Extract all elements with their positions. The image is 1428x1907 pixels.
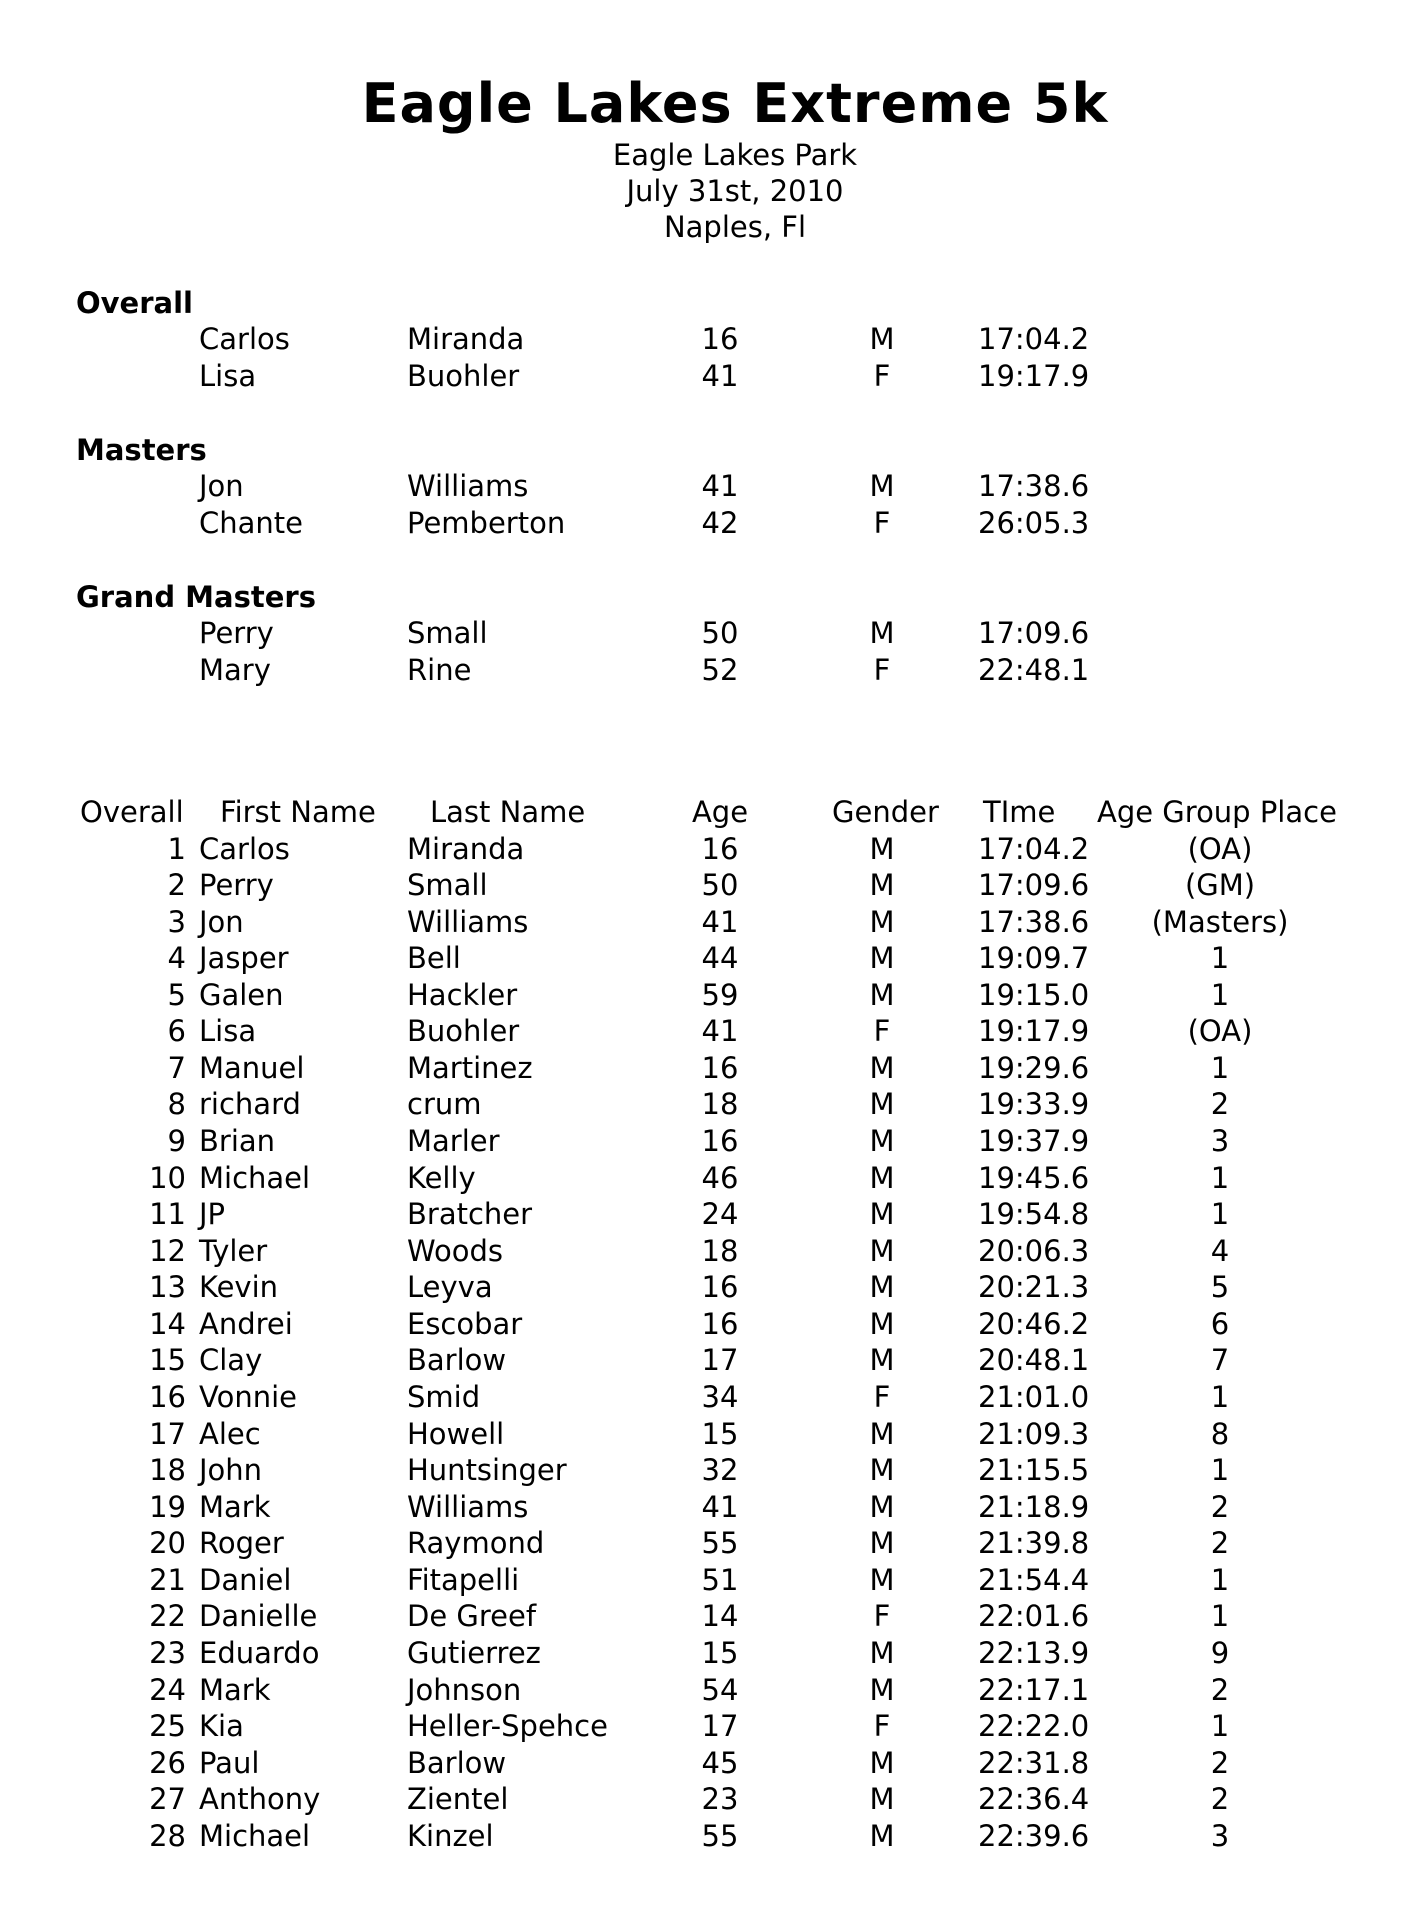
result-place: 17 [149,1416,186,1451]
result-age: 50 [701,868,739,903]
result-last-name: Small [407,868,488,903]
result-place: 19 [149,1489,186,1524]
result-gender: M [869,1233,895,1268]
result-last-name: Fitapelli [407,1562,520,1597]
award-first-name: Perry [199,616,274,650]
result-age-group-place: 2 [1210,1526,1230,1561]
result-gender: M [869,1197,895,1232]
result-place: 7 [167,1050,186,1085]
result-gender: M [869,1818,895,1853]
award-heading: Grand Masters [76,580,316,614]
result-place: 18 [149,1453,186,1488]
result-first-name: Mark [199,1489,271,1524]
result-first-name: Tyler [199,1233,268,1268]
result-gender: M [869,1453,895,1488]
result-age-group-place: 9 [1210,1636,1230,1671]
result-place: 15 [149,1343,186,1378]
award-last-name: Williams [407,469,529,503]
result-time: 21:09.3 [978,1416,1090,1451]
result-last-name: Williams [407,1489,529,1524]
result-age-group-place: 8 [1210,1416,1230,1451]
result-time: 22:31.8 [978,1745,1090,1780]
result-gender: M [869,1160,895,1195]
result-first-name: Andrei [199,1306,293,1341]
result-time: 22:39.6 [978,1818,1090,1853]
result-first-name: John [199,1453,263,1488]
result-time: 19:37.9 [978,1124,1090,1159]
result-age-group-place: 1 [1210,1380,1230,1415]
award-age: 50 [701,616,739,650]
result-last-name: Leyva [407,1270,493,1305]
result-gender: F [873,1014,891,1049]
result-place: 3 [167,904,186,939]
result-time: 19:15.0 [978,977,1090,1012]
column-header: TIme [983,795,1056,829]
result-time: 20:48.1 [978,1343,1090,1378]
column-header: Overall [80,795,184,829]
result-age: 51 [701,1562,739,1597]
result-place: 4 [167,941,186,976]
result-gender: M [869,977,895,1012]
result-first-name: Michael [199,1160,311,1195]
result-age-group-place: 7 [1210,1343,1230,1378]
result-gender: M [869,1343,895,1378]
award-last-name: Small [407,616,488,650]
result-gender: M [869,1306,895,1341]
result-time: 19:17.9 [978,1014,1090,1049]
result-gender: M [869,831,895,866]
award-gender: F [873,358,891,393]
award-age: 42 [701,505,739,540]
result-age: 55 [701,1526,739,1561]
award-gender: M [869,616,895,650]
result-place: 9 [167,1124,186,1159]
result-age: 18 [701,1233,739,1268]
result-age-group-place: 1 [1210,1050,1230,1085]
result-age: 32 [701,1453,739,1488]
result-age-group-place: (OA) [1187,1014,1253,1049]
result-place: 20 [149,1526,186,1561]
result-gender: M [869,904,895,939]
race-city: Naples, Fl [663,210,807,244]
result-gender: M [869,868,895,903]
result-last-name: Smid [407,1380,481,1415]
award-first-name: Jon [199,469,244,503]
result-age: 17 [701,1343,739,1378]
result-first-name: Brian [199,1124,276,1159]
result-gender: M [869,1416,895,1451]
result-first-name: Jon [199,904,244,939]
result-first-name: richard [199,1087,301,1122]
result-age-group-place: 1 [1210,1160,1230,1195]
award-age: 52 [701,652,739,687]
result-last-name: Kinzel [407,1818,494,1853]
column-header: Age Group Place [1097,795,1337,829]
result-last-name: Kelly [407,1160,476,1195]
result-gender: F [873,1599,891,1634]
race-location: Eagle Lakes Park [612,138,858,172]
result-last-name: Heller-Spehce [407,1709,608,1744]
result-age-group-place: 2 [1210,1745,1230,1780]
award-last-name: Rine [407,652,472,687]
award-time: 22:48.1 [978,652,1090,687]
result-age-group-place: 2 [1210,1672,1230,1707]
award-first-name: Chante [199,505,303,540]
result-time: 17:38.6 [978,904,1090,939]
award-time: 26:05.3 [978,505,1090,540]
award-age: 41 [701,469,739,503]
result-place: 13 [149,1270,186,1305]
result-last-name: Hackler [407,977,518,1012]
result-first-name: Jasper [199,941,289,976]
result-time: 19:29.6 [978,1050,1090,1085]
result-time: 17:04.2 [978,831,1090,866]
result-first-name: Danielle [199,1599,318,1634]
result-age: 17 [701,1709,739,1744]
column-header: Gender [832,795,939,829]
result-age: 14 [701,1599,739,1634]
result-age: 55 [701,1818,739,1853]
result-age: 24 [701,1197,739,1232]
result-gender: M [869,1636,895,1671]
result-time: 22:17.1 [978,1672,1090,1707]
result-age: 16 [701,1270,739,1305]
result-place: 14 [149,1306,186,1341]
result-time: 22:13.9 [978,1636,1090,1671]
result-age-group-place: 4 [1210,1233,1230,1268]
result-age: 46 [701,1160,739,1195]
award-gender: M [869,469,895,503]
result-last-name: Barlow [407,1745,507,1780]
result-age-group-place: 1 [1210,977,1230,1012]
result-last-name: Zientel [407,1782,509,1817]
result-age: 18 [701,1087,739,1122]
result-age-group-place: 5 [1210,1270,1230,1305]
award-time: 19:17.9 [978,358,1090,393]
result-age-group-place: 3 [1210,1124,1230,1159]
result-time: 21:18.9 [978,1489,1090,1524]
result-gender: M [869,1672,895,1707]
result-gender: M [869,1782,895,1817]
result-age-group-place: (OA) [1187,831,1253,866]
result-first-name: Galen [199,977,284,1012]
award-age: 16 [701,322,739,356]
result-age: 34 [701,1380,739,1415]
result-age: 15 [701,1416,739,1451]
award-first-name: Carlos [199,322,290,356]
award-last-name: Pemberton [407,505,566,540]
result-time: 19:33.9 [978,1087,1090,1122]
result-age-group-place: 1 [1210,1562,1230,1597]
column-header: Last Name [430,795,586,829]
result-place: 28 [149,1818,186,1853]
result-first-name: Roger [199,1526,284,1561]
result-time: 21:15.5 [978,1453,1090,1488]
result-place: 6 [167,1014,186,1049]
column-header: Age [691,795,749,829]
result-first-name: Kevin [199,1270,279,1305]
result-age: 41 [701,1014,739,1049]
result-age: 45 [701,1745,739,1780]
result-first-name: Vonnie [199,1380,297,1415]
award-age: 41 [701,358,739,393]
result-place: 10 [149,1160,186,1195]
result-first-name: Manuel [199,1050,305,1085]
result-last-name: Martinez [407,1050,533,1085]
result-place: 23 [149,1636,186,1671]
result-age-group-place: 2 [1210,1489,1230,1524]
result-age: 23 [701,1782,739,1817]
result-gender: M [869,1745,895,1780]
result-last-name: crum [407,1087,482,1122]
result-time: 20:06.3 [978,1233,1090,1268]
award-last-name: Miranda [407,322,525,356]
result-time: 21:39.8 [978,1526,1090,1561]
result-first-name: Kia [199,1709,244,1744]
result-time: 22:22.0 [978,1709,1090,1744]
result-age-group-place: 3 [1210,1818,1230,1853]
result-first-name: Anthony [199,1782,321,1817]
result-gender: M [869,1489,895,1524]
award-time: 17:38.6 [978,469,1090,503]
result-gender: M [869,1087,895,1122]
result-first-name: Carlos [199,831,290,866]
result-time: 19:45.6 [978,1160,1090,1195]
result-gender: M [869,1562,895,1597]
result-time: 19:54.8 [978,1197,1090,1232]
result-first-name: Mark [199,1672,271,1707]
result-first-name: Alec [199,1416,261,1451]
result-gender: F [873,1380,891,1415]
result-age-group-place: 2 [1210,1782,1230,1817]
result-last-name: Buohler [407,1014,520,1049]
award-gender: M [869,322,895,356]
result-age-group-place: 6 [1210,1306,1230,1341]
result-age: 54 [701,1672,739,1707]
result-time: 22:01.6 [978,1599,1090,1634]
result-age-group-place: 1 [1210,1709,1230,1744]
result-last-name: Raymond [407,1526,545,1561]
result-place: 27 [149,1782,186,1817]
result-time: 21:54.4 [978,1562,1090,1597]
result-place: 8 [167,1087,186,1122]
result-last-name: Woods [407,1233,503,1268]
result-place: 22 [149,1599,186,1634]
award-heading: Overall [76,286,193,320]
race-title: Eagle Lakes Extreme 5k [361,72,1109,135]
result-gender: M [869,941,895,976]
result-place: 26 [149,1745,186,1780]
result-time: 20:46.2 [978,1306,1090,1341]
result-gender: M [869,1124,895,1159]
result-place: 2 [167,868,186,903]
result-last-name: Bell [407,941,461,976]
result-last-name: Barlow [407,1343,507,1378]
result-age-group-place: 1 [1210,1599,1230,1634]
result-first-name: Eduardo [199,1636,320,1671]
award-time: 17:09.6 [978,616,1090,650]
result-age: 16 [701,831,739,866]
result-last-name: Gutierrez [407,1636,541,1671]
award-time: 17:04.2 [978,322,1090,356]
result-last-name: Miranda [407,831,525,866]
result-first-name: JP [199,1197,226,1232]
result-place: 12 [149,1233,186,1268]
result-age-group-place: (GM) [1184,868,1256,903]
result-age-group-place: 2 [1210,1087,1230,1122]
result-time: 21:01.0 [978,1380,1090,1415]
award-first-name: Lisa [199,358,257,393]
award-gender: F [873,505,891,540]
result-time: 19:09.7 [978,941,1090,976]
result-last-name: Williams [407,904,529,939]
result-place: 11 [149,1197,186,1232]
result-first-name: Perry [199,868,274,903]
column-header: First Name [220,795,376,829]
result-last-name: Marler [407,1124,500,1159]
result-age-group-place: (Masters) [1151,904,1289,939]
result-place: 1 [167,831,186,866]
award-last-name: Buohler [407,358,520,393]
result-first-name: Daniel [199,1562,292,1597]
result-age: 41 [701,1489,739,1524]
result-last-name: De Greef [407,1599,537,1634]
result-first-name: Paul [199,1745,260,1780]
result-last-name: Escobar [407,1306,523,1341]
result-place: 5 [167,977,186,1012]
result-time: 17:09.6 [978,868,1090,903]
result-place: 16 [149,1380,186,1415]
result-gender: M [869,1050,895,1085]
result-gender: M [869,1270,895,1305]
result-gender: F [873,1709,891,1744]
result-gender: M [869,1526,895,1561]
result-last-name: Bratcher [407,1197,533,1232]
award-first-name: Mary [199,652,271,687]
result-first-name: Lisa [199,1014,257,1049]
award-heading: Masters [76,433,207,467]
result-age: 59 [701,977,739,1012]
result-last-name: Huntsinger [407,1453,567,1488]
result-age: 16 [701,1124,739,1159]
award-gender: F [873,652,891,687]
result-age-group-place: 1 [1210,1453,1230,1488]
result-first-name: Clay [199,1343,263,1378]
result-age: 16 [701,1050,739,1085]
result-place: 21 [149,1562,186,1597]
result-age-group-place: 1 [1210,1197,1230,1232]
result-age: 44 [701,941,739,976]
result-place: 24 [149,1672,186,1707]
result-last-name: Howell [407,1416,505,1451]
result-age-group-place: 1 [1210,941,1230,976]
result-age: 16 [701,1306,739,1341]
result-last-name: Johnson [407,1672,522,1707]
result-age: 41 [701,904,739,939]
result-time: 20:21.3 [978,1270,1090,1305]
result-time: 22:36.4 [978,1782,1090,1817]
race-date: July 31st, 2010 [626,174,844,208]
result-place: 25 [149,1709,186,1744]
result-age: 15 [701,1636,739,1671]
result-first-name: Michael [199,1818,311,1853]
